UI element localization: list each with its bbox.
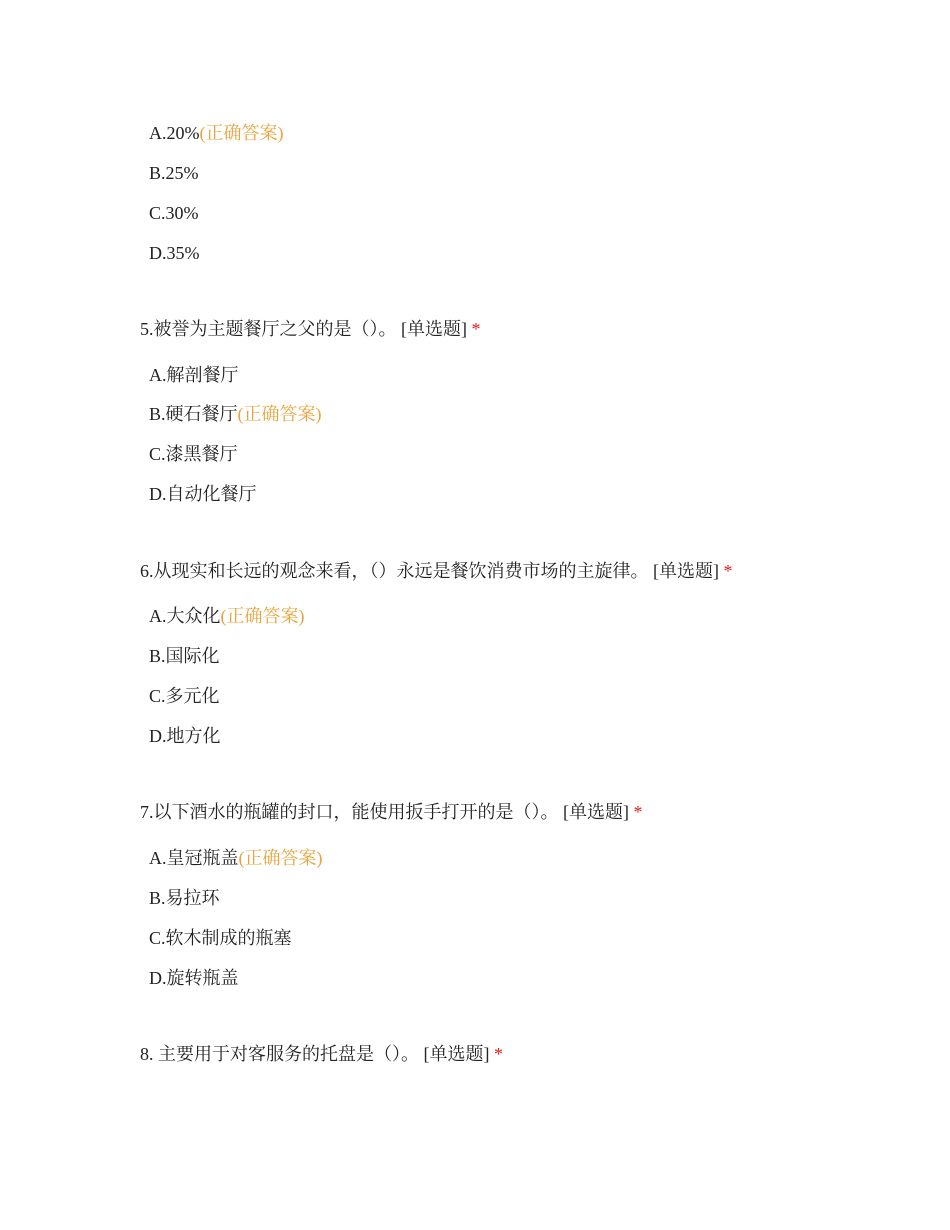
option-b — [149, 644, 220, 668]
option-d — [149, 724, 221, 748]
option-label: D.地方化 — [149, 726, 221, 746]
option-b — [149, 161, 199, 185]
option-label: C.多元化 — [149, 686, 220, 706]
option-label: D.35% — [149, 243, 200, 263]
option-c — [149, 442, 238, 466]
question-5-text: 5.被誉为主题餐厅之父的是（）。 [单选题] — [140, 319, 467, 339]
option-label: A.皇冠瓶盖 — [149, 848, 239, 868]
option-label: C.漆黑餐厅 — [149, 444, 238, 464]
question-text — [140, 1042, 503, 1066]
option-label: B.25% — [149, 163, 199, 183]
option-c — [149, 684, 220, 708]
question-text — [140, 559, 733, 583]
option-c — [149, 201, 199, 225]
correct-answer-mark: (正确答案) — [220, 606, 305, 626]
option-label: A.大众化 — [149, 606, 221, 626]
option-c — [149, 926, 292, 950]
correct-answer-mark: (正确答案) — [238, 848, 323, 868]
question-text — [140, 317, 481, 341]
option-a — [149, 846, 323, 870]
option-b — [149, 402, 322, 426]
option-d — [149, 482, 257, 506]
option-d — [149, 966, 239, 990]
question-text — [140, 800, 643, 824]
option-label: B.硬石餐厅 — [149, 404, 238, 424]
required-star: * — [723, 561, 733, 581]
option-label: A.解剖餐厅 — [149, 365, 239, 385]
required-star: * — [471, 319, 481, 339]
option-a — [149, 604, 305, 628]
option-label: D.自动化餐厅 — [149, 484, 257, 504]
option-a — [149, 363, 239, 387]
question-7-text: 7.以下酒水的瓶罐的封口，能使用扳手打开的是（）。 [单选题] — [140, 802, 629, 822]
option-label: D.旋转瓶盖 — [149, 968, 239, 988]
correct-answer-mark: (正确答案) — [199, 123, 284, 143]
question-8-text: 8. 主要用于对客服务的托盘是（）。 [单选题] — [140, 1044, 490, 1064]
option-a — [149, 121, 284, 145]
required-star: * — [494, 1044, 503, 1064]
required-star: * — [633, 802, 643, 822]
option-label: C.30% — [149, 203, 199, 223]
option-label: C.软木制成的瓶塞 — [149, 928, 292, 948]
option-b — [149, 886, 220, 910]
option-label: B.易拉环 — [149, 888, 220, 908]
option-label: B.国际化 — [149, 646, 220, 666]
option-d — [149, 241, 200, 265]
correct-answer-mark: (正确答案) — [237, 404, 322, 424]
question-6-text: 6.从现实和长远的观念来看，（）永远是餐饮消费市场的主旋律。 [单选题] — [140, 561, 719, 581]
option-label: A.20% — [149, 123, 200, 143]
